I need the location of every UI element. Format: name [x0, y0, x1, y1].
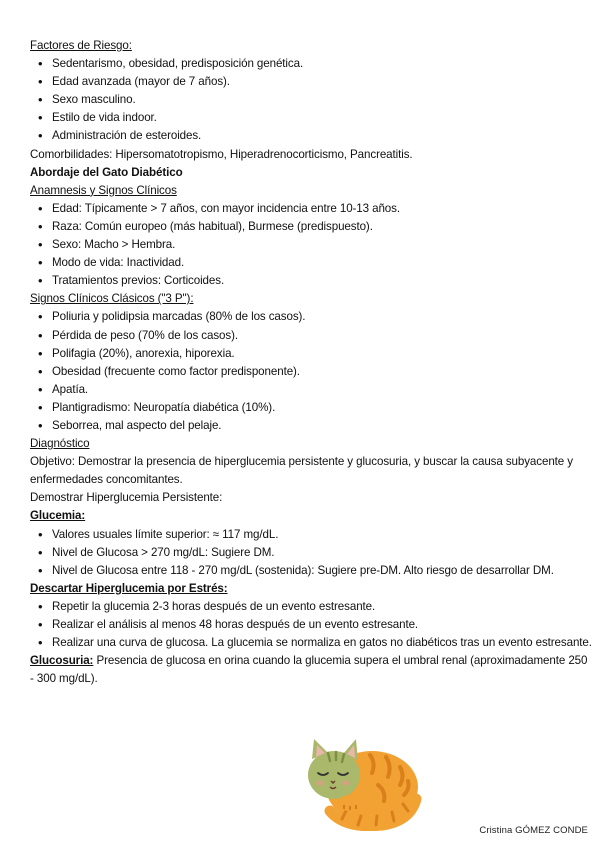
list-item: • Apatía.	[52, 381, 592, 399]
diagnosis-objective: Objetivo: Demostrar la presencia de hiperglucemia persistente y glucosuria, y buscar la causa subyacente y enfermedades concomitantes.	[30, 455, 573, 487]
comorbidities-text: Comorbilidades: Hipersomatotropismo, Hiperadrenocorticismo, Pancreatitis.	[30, 147, 413, 161]
risk-factors-heading: Factores de Riesgo:	[30, 39, 132, 52]
diagnosis-heading: Diagnóstico	[30, 437, 90, 451]
list-item: • Poliuria y polidipsia marcadas (80% de los casos).	[52, 308, 592, 326]
section-title-approach: Abordaje del Gato Diabético	[30, 165, 183, 179]
document-body	[30, 37, 592, 688]
list-item: • Sexo: Macho > Hembra.	[52, 236, 592, 254]
list-item: • Nivel de Glucosa > 270 mg/dL: Sugiere DM.	[52, 544, 592, 562]
glucosuria-label: Glucosuria:	[30, 654, 94, 668]
list-item: • Sexo masculino.	[52, 91, 592, 109]
stress-heading: Descartar Hiperglucemia por Estrés:	[30, 581, 228, 595]
glucosuria-paragraph	[30, 652, 592, 688]
persistent-hyperglycemia-text: Demostrar Hiperglucemia Persistente:	[30, 491, 223, 505]
list-item: • Repetir la glucemia 2-3 horas después de un evento estresante.	[52, 598, 592, 616]
anamnesis-heading: Anamnesis y Signos Clínicos	[30, 183, 177, 197]
clinical-signs-heading: Signos Clínicos Clásicos ("3 P"):	[30, 292, 194, 306]
list-item: • Sedentarismo, obesidad, predisposición genética.	[52, 55, 592, 73]
glycemia-heading: Glucemia:	[30, 509, 86, 523]
list-item: • Tratamientos previos: Corticoides.	[52, 272, 592, 290]
glycemia-list	[30, 526, 592, 580]
list-item: • Polifagia (20%), anorexia, hiporexia.	[52, 345, 592, 363]
glucosuria-text: Presencia de glucosa en orina cuando la glucemia supera el umbral renal (aproximadamente 250 - 300 mg/dL).	[30, 654, 588, 686]
sleeping-cat-illustration	[300, 733, 422, 831]
list-item: • Pérdida de peso (70% de los casos).	[52, 327, 592, 345]
list-item: • Administración de esteroides.	[52, 127, 592, 145]
author-signature: Cristina GÓMEZ CONDE	[479, 825, 588, 836]
list-item: • Seborrea, mal aspecto del pelaje.	[52, 417, 592, 435]
list-item: • Nivel de Glucosa entre 118 - 270 mg/dL (sostenida): Sugiere pre-DM. Alto riesgo de desarrollar DM.	[52, 562, 592, 580]
anamnesis-list	[30, 200, 592, 290]
list-item: • Edad avanzada (mayor de 7 años).	[52, 73, 592, 91]
list-item: • Realizar el análisis al menos 48 horas después de un evento estresante.	[52, 616, 592, 634]
list-item: • Raza: Común europeo (más habitual), Burmese (predispuesto).	[52, 218, 592, 236]
list-item: • Estilo de vida indoor.	[52, 109, 592, 127]
list-item: • Edad: Típicamente > 7 años, con mayor incidencia entre 10-13 años.	[52, 200, 592, 218]
list-item: • Modo de vida: Inactividad.	[52, 254, 592, 272]
clinical-signs-list	[30, 308, 592, 435]
stress-list	[30, 598, 592, 652]
risk-factors-list	[30, 55, 592, 145]
list-item: • Obesidad (frecuente como factor predisponente).	[52, 363, 592, 381]
list-item: • Plantigradismo: Neuropatía diabética (10%).	[52, 399, 592, 417]
list-item: • Valores usuales límite superior: ≈ 117 mg/dL.	[52, 526, 592, 544]
list-item: • Realizar una curva de glucosa. La glucemia se normaliza en gatos no diabéticos tras un evento estresante.	[52, 634, 592, 652]
